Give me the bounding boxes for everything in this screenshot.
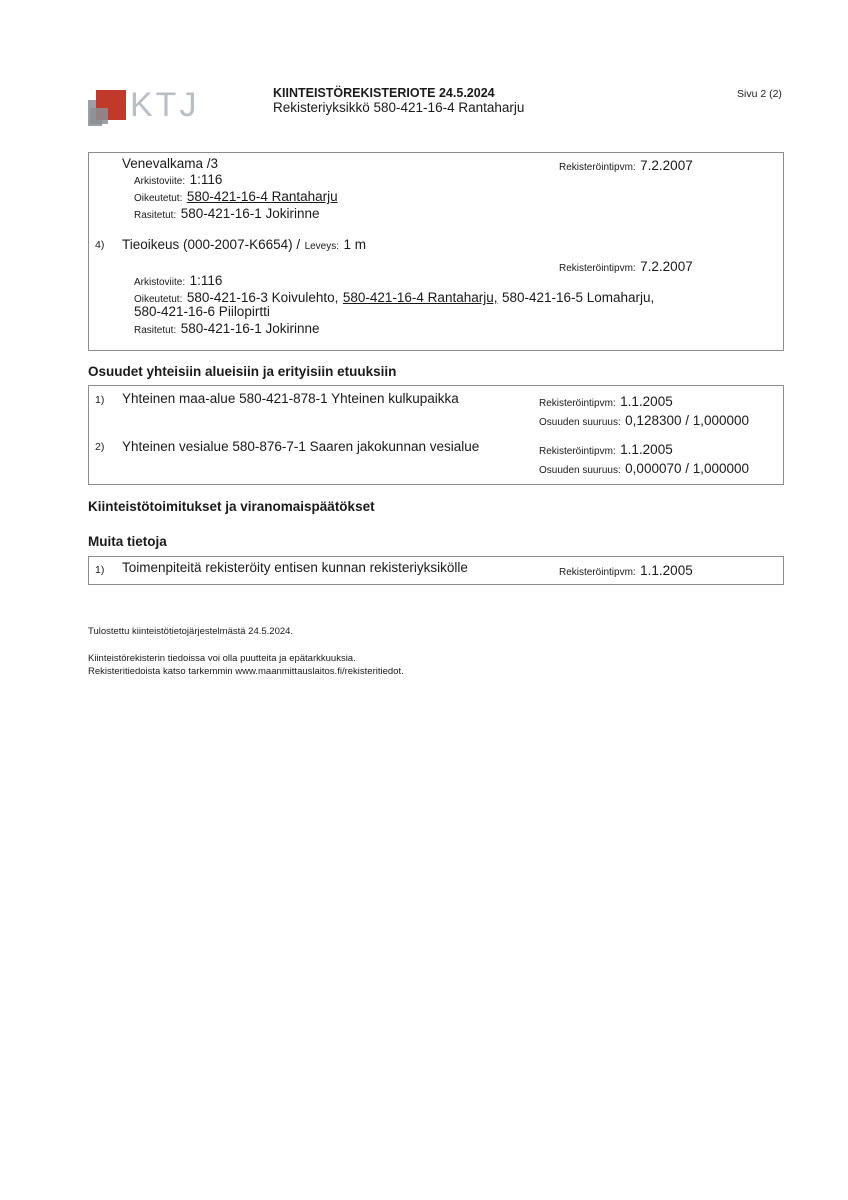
entry4-rights-line2: 580-421-16-6 Piilopirtti: [134, 304, 270, 319]
share2-number: 2): [95, 441, 105, 453]
entry3-reg-value: 7.2.2007: [640, 158, 693, 173]
entry4-reg: [559, 258, 693, 276]
entry3-title: Venevalkama /3: [122, 156, 219, 171]
other1-text: Toimenpiteitä rekisteröity entisen kunnan rekisteriyksikölle: [122, 560, 468, 575]
page-number: Sivu 2 (2): [737, 88, 782, 100]
entry3-rights-label: Oikeutetut:: [134, 193, 183, 204]
entry3-rights-value: 580-421-16-4 Rantaharju: [186, 189, 338, 204]
entry4-reg-label: Rekisteröintipvm:: [559, 263, 636, 274]
entry4-burden-label: Rasitetut:: [134, 325, 177, 336]
share1-reg-value: 1.1.2005: [620, 394, 673, 409]
entry4-rights-part3: 580-421-16-5 Lomaharju,: [501, 290, 655, 305]
entry4-number: 4): [95, 239, 105, 251]
share2-size-value: 0,000070 / 1,000000: [625, 461, 750, 476]
entry4-width-value: 1 m: [343, 237, 366, 252]
other1-number: 1): [95, 564, 105, 576]
other1-reg-label: Rekisteröintipvm:: [559, 567, 636, 578]
entry3-archive-label: Arkistoviite:: [134, 176, 186, 187]
entry3-archive-value: 1:116: [189, 172, 223, 187]
other1-reg-value: 1.1.2005: [640, 563, 693, 578]
share2-reg-label: Rekisteröintipvm:: [539, 446, 616, 457]
entry3-burden-label: Rasitetut:: [134, 210, 177, 221]
share2-size-label: Osuuden suuruus:: [539, 465, 621, 476]
share2-text: Yhteinen vesialue 580-876-7-1 Saaren jakokunnan vesialue: [122, 439, 480, 454]
entry4-rights-part1: 580-421-16-3 Koivulehto,: [186, 290, 339, 305]
other-section-title: Muita tietoja: [88, 534, 167, 549]
decisions-section-title: Kiinteistötoimitukset ja viranomaispäätökset: [88, 499, 375, 514]
logo-text: KTJ: [130, 86, 200, 124]
disclaimer-line1: Kiinteistörekisterin tiedoissa voi olla puutteita ja epätarkkuuksia.: [88, 653, 356, 664]
entry3-burden-value: 580-421-16-1 Jokirinne: [180, 206, 320, 221]
entry4-title-line: [122, 236, 366, 254]
entry4-archive-label: Arkistoviite:: [134, 277, 186, 288]
entry4-rights-part2: 580-421-16-4 Rantaharju,: [342, 290, 498, 305]
entry4-archive: [134, 272, 222, 290]
entry3-burden: [134, 205, 320, 223]
share1-size-value: 0,128300 / 1,000000: [625, 413, 750, 428]
entry3-reg: [559, 157, 693, 175]
share2-size: [539, 460, 749, 478]
ktj-logo: [88, 86, 198, 128]
shares-section-title: Osuudet yhteisiin alueisiin ja erityisiin etuuksiin: [88, 364, 397, 379]
entry4-width-label: Leveys:: [304, 241, 340, 252]
entry4-archive-value: 1:116: [189, 273, 223, 288]
document-title: KIINTEISTÖREKISTERIOTE 24.5.2024: [273, 86, 495, 100]
entry4-burden-value: 580-421-16-1 Jokirinne: [180, 321, 320, 336]
share1-reg-label: Rekisteröintipvm:: [539, 398, 616, 409]
share1-size: [539, 412, 749, 430]
entry3-reg-label: Rekisteröintipvm:: [559, 162, 636, 173]
share1-reg: [539, 393, 673, 411]
entry4-rights-label: Oikeutetut:: [134, 294, 183, 305]
entry4-burden: [134, 320, 320, 338]
share1-text: Yhteinen maa-alue 580-421-878-1 Yhteinen kulkupaikka: [122, 391, 459, 406]
document-subtitle: Rekisteriyksikkö 580-421-16-4 Rantaharju: [273, 100, 525, 115]
printed-note: Tulostettu kiinteistötietojärjestelmästä 24.5.2024.: [88, 626, 294, 637]
share1-size-label: Osuuden suuruus:: [539, 417, 621, 428]
other1-reg: [559, 562, 693, 580]
entry4-title: Tieoikeus (000-2007-K6654) /: [122, 237, 301, 252]
disclaimer-line2: Rekisteritiedoista katso tarkemmin www.maanmittauslaitos.fi/rekisteritiedot.: [88, 666, 404, 677]
share2-reg-value: 1.1.2005: [620, 442, 673, 457]
entry4-reg-value: 7.2.2007: [640, 259, 693, 274]
share1-number: 1): [95, 394, 105, 406]
entry3-archive: [134, 171, 222, 189]
share2-reg: [539, 441, 673, 459]
entry3-rights: [134, 188, 338, 206]
